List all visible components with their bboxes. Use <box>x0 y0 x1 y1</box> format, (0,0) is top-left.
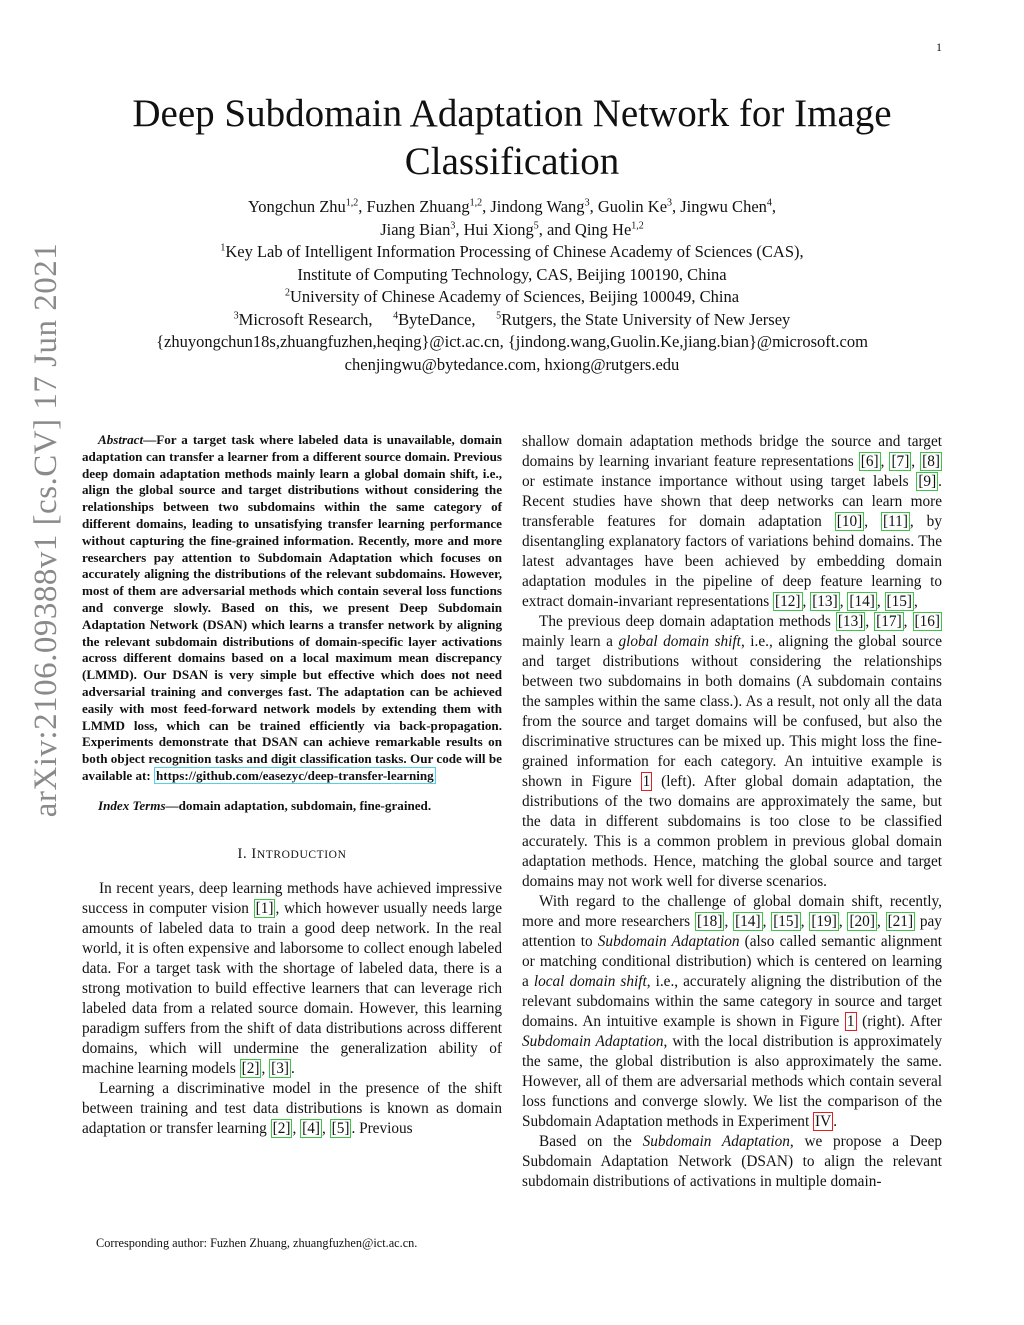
author-line-2: Jiang Bian$^3$, Hui Xiong$^5$, and Qing He$^{1,2}$ <box>380 219 644 239</box>
citation-link[interactable]: [13] <box>837 613 864 630</box>
citation-link[interactable]: [19] <box>811 913 837 930</box>
section-heading-introduction: I. INTRODUCTION <box>237 845 347 862</box>
arxiv-stamp <box>4 120 88 940</box>
intro-paragraph-3: shallow domain adaptation methods bridge the source and target domains by learning invariant feature representations [6] , [7] , [8] or estimate instance importance without using target labels [9] . Recent studies have shown that deep networks can learn more transferable features for domain adaptation [10] , [11] , by disentangling explanatory factors of variations behind domains. The latest advantages have been achieved by embedding domain adaptation modules in the pipeline of deep feature learning to extract domain-invariant representations [12] , [13] , [14] , [15] , <box>522 433 942 610</box>
citation-link[interactable]: [3] <box>271 1059 289 1077</box>
citation-link[interactable]: [4] <box>302 1119 320 1137</box>
citation-link[interactable]: [14] <box>735 913 761 930</box>
citation-link[interactable]: [16] <box>914 613 941 630</box>
citation-link[interactable]: [13] <box>812 593 838 610</box>
citation-link[interactable]: [15] <box>886 593 912 610</box>
citation-link[interactable]: [1] <box>255 899 274 917</box>
citation-link[interactable]: [2] <box>272 1119 291 1137</box>
citation-link[interactable]: [17] <box>876 613 902 630</box>
citation-link[interactable]: [21] <box>887 913 914 930</box>
figure-ref-link[interactable]: 1 <box>642 773 651 790</box>
code-link[interactable]: https://github.com/easezyc/deep-transfer-learning <box>156 767 434 783</box>
emails-1: {zhuyongchun18s,zhuangfuzhen,heqing}@ict.ac.cn, {jindong.wang,Guolin.Ke,jiang.bian}@microsoft.com <box>156 332 868 351</box>
intro-paragraph-6: Based on the Subdomain Adaptation, we propose a Deep Subdomain Adaptation Network (DSAN) to align the relevant subdomain distributions of activations in multiple domain- <box>522 1133 943 1190</box>
citation-link[interactable]: [20] <box>849 913 875 930</box>
citation-link[interactable]: [6] <box>860 453 879 470</box>
arxiv-id: arXiv:2106.09388v1 [cs.CV] 17 Jun 2021 <box>28 242 64 818</box>
intro-paragraph-5: With regard to the challenge of global domain shift, recently, more and more researchers [18] , [14] , [15] , [19] , [20] , [21] pay attention to Subdomain Adaptation (also called semantic alignment or matching conditional distribution) which is centered on learning a local domain shift, i.e., accurately aligning the distribution of the relevant subdomains within the same category in source and target domains. An intuitive example is shown in Figure 1 (right). After Subdomain Adaptation, with the local distribution is approximately the same, the global distribution is also approximately the same. However, all of them are adversarial methods which contain several loss functions and converge slowly. We list the comparison of the Subdomain Adaptation methods in Experiment IV . <box>522 893 943 1130</box>
intro-paragraph-4: The previous deep domain adaptation methods [13] , [17] , [16] mainly learn a global domain shift, i.e., aligning the global source and target distributions without considering the relationships between two subdomains in both domains (A subdomain contains the samples within the same class.). As a result, not only all the data from the source and target domains will be confused, but also the discriminative structures can be mixed up. This might loss the fine-grained information for each category. An intuitive example is shown in Figure 1 (left). After global domain adaptation, the distributions of the two domains are approximately the same, but the data in different subdomains is too close to be classified accurately. This is a common problem in previous global domain adaptation methods. Hence, matching the global source and target domains may not work well for diverse scenarios. <box>522 613 942 890</box>
left-column <box>82 432 502 1139</box>
citation-link[interactable]: [18] <box>696 913 723 930</box>
citation-link[interactable]: [15] <box>773 913 799 930</box>
citation-link[interactable]: [10] <box>836 513 863 530</box>
citation-link[interactable]: [11] <box>883 513 908 530</box>
citation-link[interactable]: [14] <box>849 593 875 610</box>
right-column <box>522 432 942 1192</box>
citation-link[interactable]: [9] <box>918 473 937 490</box>
affiliation-1b: Institute of Computing Technology, CAS, Beijing 100190, China <box>297 264 727 284</box>
abstract: Abstract—For a target task where labeled data is unavailable, domain adaptation can transfer a learner from a different source domain. Previous deep domain adaptation methods mainly learn a global domain shift, i.e., align the global source and target distributions without considering the relationships between two subdomains within the same category of different domains, leading to unsatisfying transfer learning performance without capturing the fine-grained information. Recently, more and more researchers pay attention to Subdomain Adaptation which focuses on accurately aligning the distributions of the relevant subdomains. However, most of them are adversarial methods which contain several loss functions and converge slowly. Based on this, we present Deep Subdomain Adaptation Network (DSAN) which learns a transfer network by aligning the relevant subdomain distributions of domain-specific layer activations across different domains based on a local maximum mean discrepancy (LMMD). Our DSAN is very simple but effective which does not need adversarial training and converges fast. The adaptation can be achieved easily with most feed-forward network models by extending them with LMMD loss, which can be trained efficiently via back-propagation. Experiments demonstrate that DSAN can achieve remarkable results on both object recognition tasks and digit classification tasks. Our code will be available at: https://github.com/easezyc/deep-transfer-learning <box>82 432 502 783</box>
section-ref-link[interactable]: IV <box>815 1113 832 1130</box>
citation-link[interactable]: [12] <box>775 593 801 610</box>
intro-paragraph-1: In recent years, deep learning methods have achieved impressive success in computer vision [1] , which however usually needs large amounts of labeled data to train a good deep network. In the real world, it is often expensive and laborsome to collect enough labeled data. For a target task with the shortage of labeled data, there is a strong motivation to build effective learners that can leverage rich labeled data from a related source domain. However, this learning paradigm suffers from the shift of data distributions across different domains, which will undermine the generalization ability of machine learning models [2] , [3] . <box>82 879 502 1077</box>
affiliation-2: $^2$University of Chinese Academy of Sciences, Beijing 100049, China <box>284 287 740 306</box>
intro-paragraph-2: Learning a discriminative model in the presence of the shift between training and test data distributions is known as domain adaptation or transfer learning [2] , [4] , [5] . Previous <box>82 1079 502 1137</box>
footnote: Corresponding author: Fuzhen Zhuang, zhuangfuzhen@ict.ac.cn. <box>96 1236 418 1250</box>
affiliation-1: $^1$Key Lab of Intelligent Information Processing of Chinese Academy of Sciences (CAS), <box>220 242 804 261</box>
citation-link[interactable]: [7] <box>891 453 910 470</box>
figure-ref-link[interactable]: 1 <box>846 1013 855 1030</box>
affiliation-3-4-5: $^3$Microsoft Research, $^4$ByteDance, $^5$Rutgers, the State University of New Jersey <box>233 309 791 329</box>
citation-link[interactable]: [2] <box>241 1059 260 1077</box>
paper-title: Deep Subdomain Adaptation Network for Image Classification <box>132 92 892 183</box>
emails-2: chenjingwu@bytedance.com, hxiong@rutgers.edu <box>344 354 680 374</box>
author-line-1: Yongchun Zhu$^{1,2}$, Fuzhen Zhuang$^{1,2}$, Jindong Wang$^3$, Guolin Ke$^3$, Jingwu Chen$^4$, <box>247 197 777 216</box>
index-terms: Index Terms—domain adaptation, subdomain, fine-grained. <box>98 797 432 813</box>
author-block <box>80 196 944 376</box>
citation-link[interactable]: [5] <box>331 1119 350 1137</box>
page-number: 1 <box>936 40 942 54</box>
citation-link[interactable]: [8] <box>922 453 940 470</box>
